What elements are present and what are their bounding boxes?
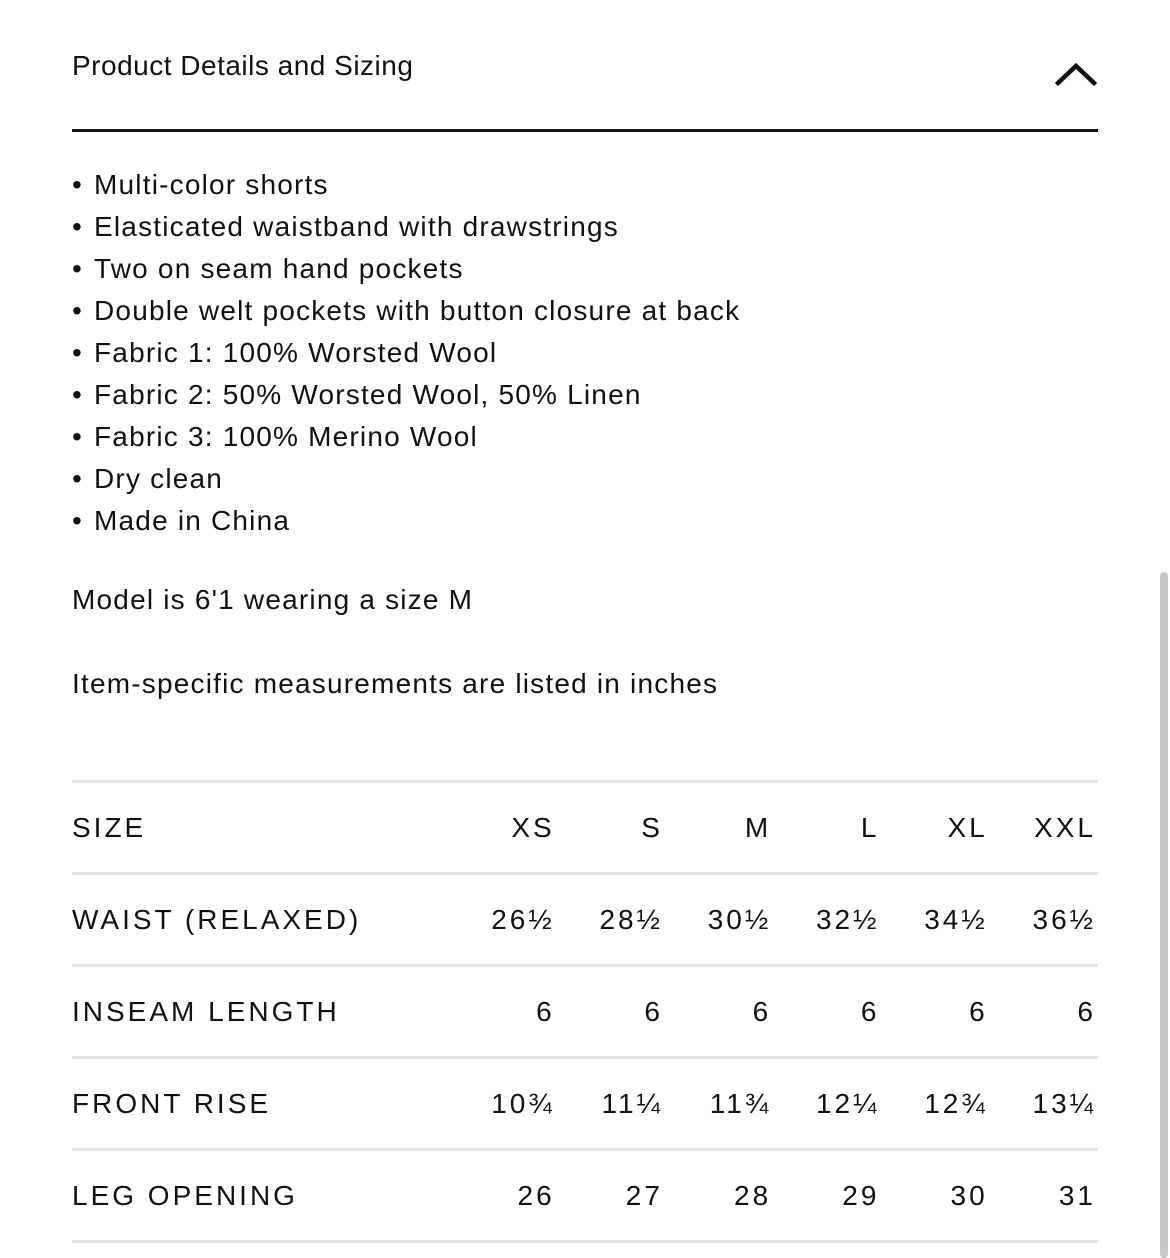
table-header-size: XXL — [1034, 811, 1096, 843]
table-header-label: SIZE — [72, 811, 147, 843]
table-cell: 26 — [517, 1179, 555, 1211]
table-row — [72, 1150, 1098, 1242]
table-cell: 11¼ — [601, 1087, 663, 1119]
table-cell: 13¼ — [1032, 1087, 1096, 1119]
table-cell: 30½ — [707, 903, 772, 935]
table-header-size: XS — [511, 811, 555, 843]
table-cell: 6 — [536, 995, 555, 1027]
chevron-up-icon[interactable] — [1054, 58, 1098, 88]
table-cell: 34½ — [924, 903, 988, 935]
list-item: • Two on seam hand pockets — [72, 248, 1098, 290]
table-cell: 6 — [644, 995, 663, 1027]
model-note: Model is 6'1 wearing a size M — [72, 584, 474, 615]
list-item: • Made in China — [72, 500, 1098, 542]
bullet-icon: • — [72, 505, 84, 536]
table-cell: 11¾ — [709, 1087, 772, 1119]
table-cell: 32½ — [815, 903, 880, 935]
table-header-size: M — [744, 811, 772, 843]
table-row — [72, 1058, 1098, 1150]
table-cell: 28 — [734, 1179, 772, 1211]
accordion-header-product-details[interactable] — [72, 46, 1098, 132]
list-item: • Fabric 3: 100% Merino Wool — [72, 416, 1098, 458]
bullet-icon: • — [72, 337, 84, 368]
scrollbar-thumb[interactable] — [1160, 572, 1168, 1258]
table-header-size: L — [860, 811, 880, 843]
table-cell: 28½ — [599, 903, 663, 935]
measurement-note: Item-specific measurements are listed in inches — [72, 668, 719, 699]
accordion-title: Product Details and Sizing — [72, 50, 414, 81]
table-row — [72, 874, 1098, 966]
size-chart-table — [72, 780, 1098, 1243]
table-cell: 12¼ — [815, 1087, 880, 1119]
table-cell: 6 — [752, 995, 772, 1027]
details-list — [72, 164, 1098, 542]
list-item: • Fabric 1: 100% Worsted Wool — [72, 332, 1098, 374]
table-cell: 6 — [969, 995, 988, 1027]
table-cell: 10¾ — [491, 1087, 555, 1119]
list-item: • Elasticated waistband with drawstrings — [72, 206, 1098, 248]
bullet-icon: • — [72, 295, 84, 326]
list-item: • Fabric 2: 50% Worsted Wool, 50% Linen — [72, 374, 1098, 416]
row-label: LEG OPENING — [72, 1179, 298, 1211]
details-content — [72, 164, 1098, 542]
table-cell: 29 — [842, 1179, 880, 1211]
table-cell: 12¾ — [924, 1087, 988, 1119]
table-cell: 30 — [950, 1179, 988, 1211]
list-item: • Dry clean — [72, 458, 1098, 500]
list-item: • Multi-color shorts — [72, 164, 1098, 206]
row-label: FRONT RISE — [72, 1087, 272, 1119]
table-header-row — [72, 782, 1098, 874]
table-header-size: XL — [947, 811, 988, 843]
row-label: INSEAM LENGTH — [72, 995, 340, 1027]
table-cell: 26½ — [491, 903, 555, 935]
table-header-size: S — [641, 811, 663, 843]
table-cell: 27 — [625, 1179, 663, 1211]
bullet-icon: • — [72, 169, 84, 200]
bullet-icon: • — [72, 421, 84, 452]
bullet-icon: • — [72, 211, 84, 242]
bullet-icon: • — [72, 463, 84, 494]
bullet-icon: • — [72, 379, 84, 410]
table-cell: 36½ — [1032, 903, 1096, 935]
table-cell: 6 — [860, 995, 880, 1027]
table-row — [72, 966, 1098, 1058]
row-label: WAIST (RELAXED) — [72, 903, 362, 935]
bullet-icon: • — [72, 253, 84, 284]
table-cell: 31 — [1058, 1179, 1096, 1211]
list-item: • Double welt pockets with button closure at back — [72, 290, 1098, 332]
table-cell: 6 — [1077, 995, 1096, 1027]
